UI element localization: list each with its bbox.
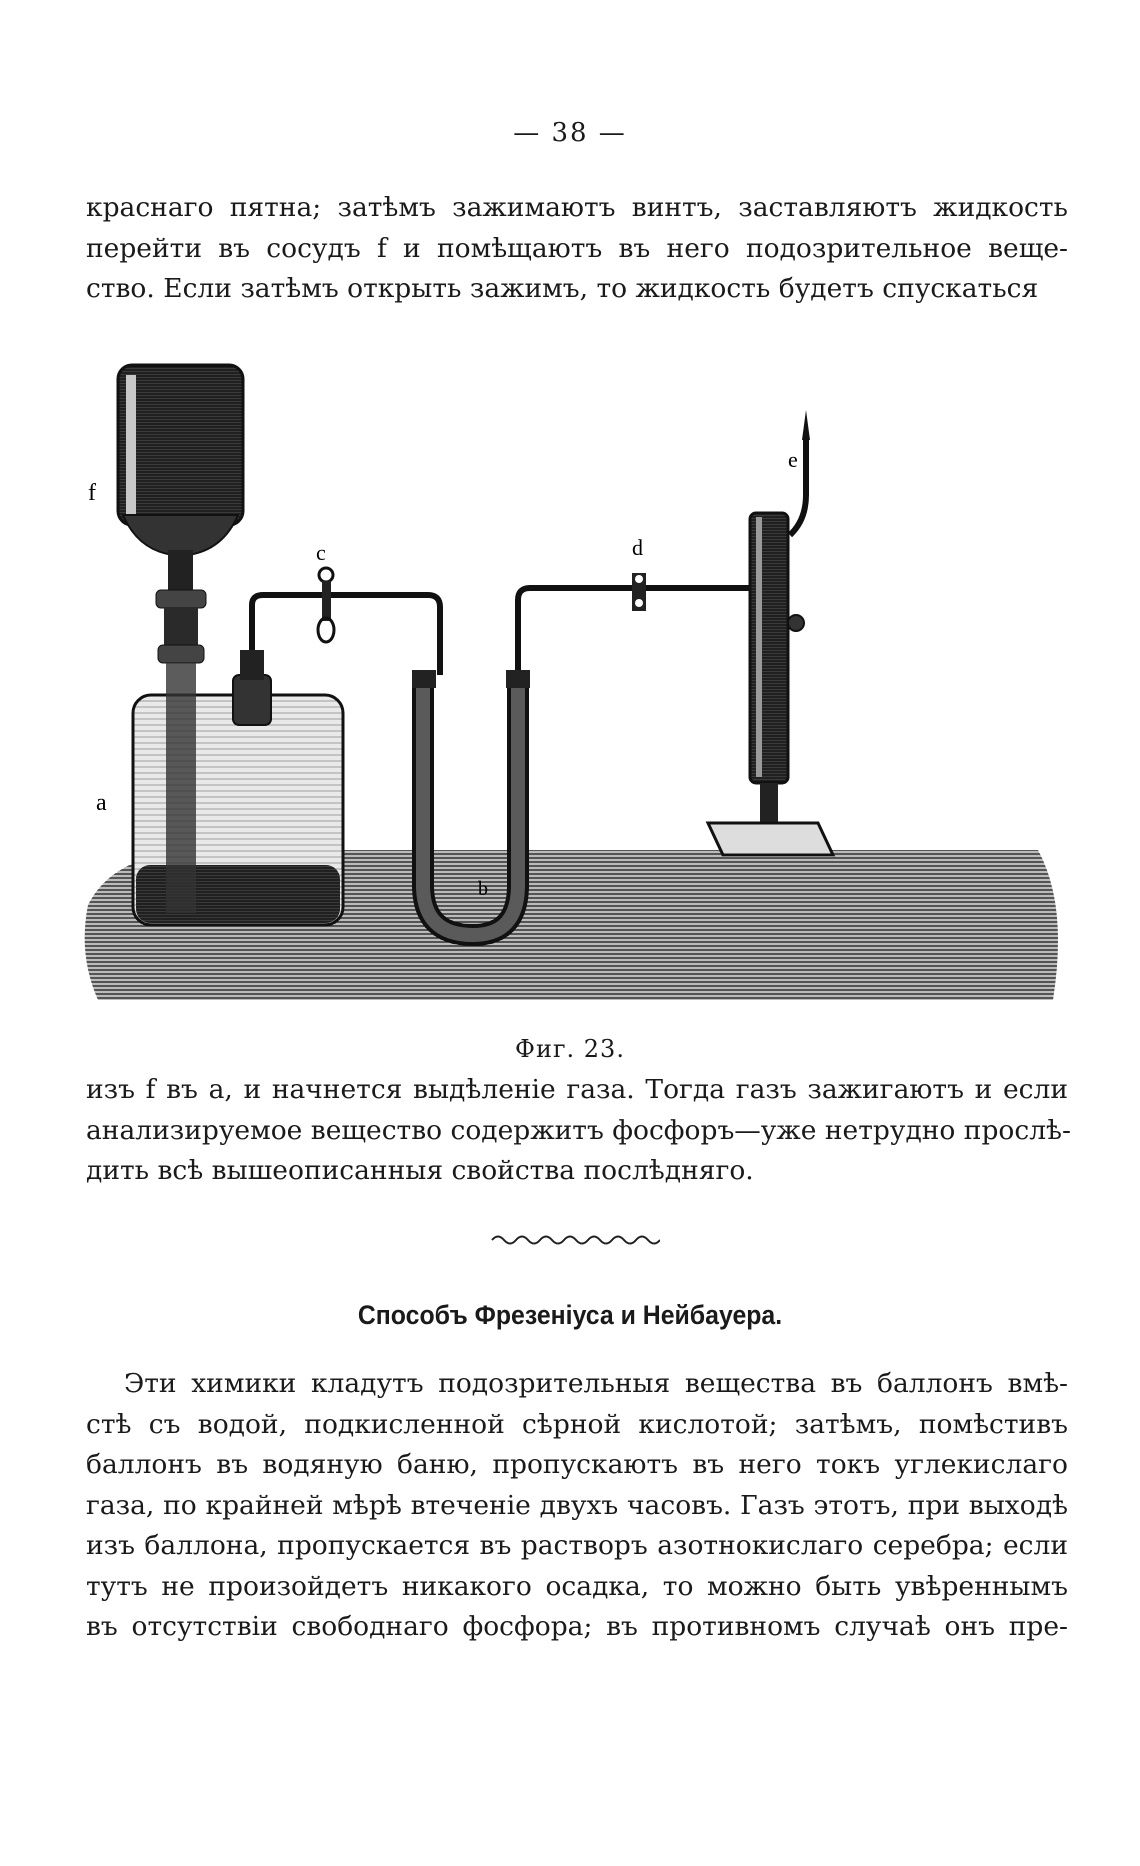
figure-caption: Фиг. 23. <box>515 1035 625 1063</box>
vessel-e <box>708 410 833 855</box>
text-line: баллонъ въ водяную баню, пропускаютъ въ него токъ углекислаго <box>86 1449 1068 1480</box>
label-c: c <box>316 540 326 565</box>
bottom-paragraph <box>86 1364 1068 1648</box>
jar-a <box>133 650 343 925</box>
top-paragraph <box>86 188 1068 310</box>
label-f: f <box>88 480 96 506</box>
tube-c <box>252 595 440 675</box>
text-line: изъ f въ a, и начнется выдѣленіе газа. Тогда газъ зажигаютъ и если <box>86 1074 1068 1105</box>
text-line: газа, по крайней мѣрѣ втеченіе двухъ часовъ. Газъ этотъ, при выходѣ <box>86 1489 1068 1521</box>
clamp-d <box>632 573 646 611</box>
middle-paragraph <box>86 1070 1071 1192</box>
section-title: Способъ Фрезеніуса и Нейбауера. <box>357 1300 783 1330</box>
bottle-f <box>118 365 243 663</box>
apparatus-figure <box>78 345 1064 1010</box>
text-line: Эти химики кладутъ подозрительныя вещества въ баллонъ вмѣ- <box>124 1368 1068 1399</box>
text-line: изъ баллона, пропускается въ растворъ азотнокислаго серебра; если <box>86 1530 1068 1561</box>
text-line: анализируемое вещество содержитъ фосфоръ—уже нетрудно прослѣ- <box>86 1114 1071 1146</box>
wavy-divider <box>490 1230 660 1250</box>
text-line: краснаго пятна; затѣмъ зажимаютъ винтъ, заставляютъ жидкость <box>86 192 1068 223</box>
label-a: a <box>96 790 107 816</box>
clamp-c <box>318 568 334 642</box>
page-number: — 38 — <box>513 118 627 148</box>
text-line: стѣ съ водой, подкисленной сѣрной кислотой; затѣмъ, помѣстивъ <box>86 1408 1068 1440</box>
text-line: въ отсутствіи свободнаго фосфора; въ противномъ случаѣ онъ пре- <box>86 1611 1068 1642</box>
text-line: тутъ не произойдетъ никакого осадка, то можно быть увѣреннымъ <box>86 1570 1068 1602</box>
label-b: b <box>478 878 488 900</box>
text-line: дить всѣ вышеописанныя свойства послѣдняго. <box>86 1155 754 1186</box>
tube-d <box>518 588 783 670</box>
text-line: ство. Если затѣмъ открыть зажимъ, то жидкость будетъ спускаться <box>86 273 1039 304</box>
label-e: e <box>788 447 798 472</box>
label-d: d <box>632 535 643 560</box>
text-line: перейти въ сосудъ f и помѣщаютъ въ него подозрительное веще- <box>86 232 1068 264</box>
